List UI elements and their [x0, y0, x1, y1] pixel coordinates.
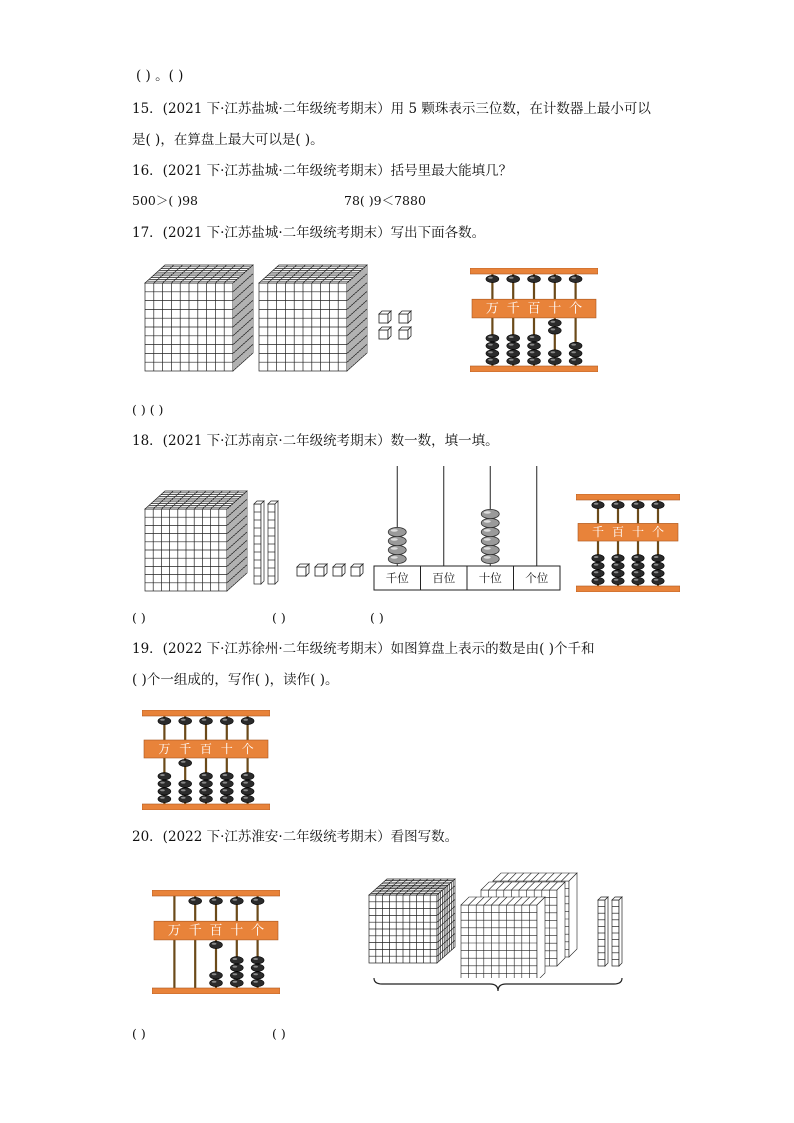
abacus-label: 万	[158, 741, 171, 756]
q19-abacus	[142, 710, 270, 810]
q18-blank-3: ( )	[370, 610, 384, 625]
abacus-label: 千	[179, 741, 192, 756]
q17-unit-cubes	[378, 310, 418, 342]
q20-brace	[372, 976, 624, 994]
q18-blank-2: ( )	[272, 610, 286, 625]
q19-line1: 19．(2022 下·江苏徐州·二年级统考期末）如图算盘上表示的数是由( )个千和	[132, 641, 595, 657]
q19-line2: ( )个一组成的，写作( )，读作( )。	[132, 672, 339, 688]
counter-label: 个位	[525, 571, 549, 585]
abacus-label: 个	[251, 923, 265, 939]
q16-expr-b: 78( )9＜7880	[344, 193, 426, 208]
abacus-label: 百	[209, 923, 223, 939]
q20-title: 20．(2022 下·江苏淮安·二年级统考期末）看图写数。	[132, 829, 459, 845]
q20-ten-rods	[596, 896, 626, 968]
q20-blank-2: ( )	[272, 1026, 286, 1041]
q15-line1: 15．(2021 下·江苏盐城·二年级统考期末）用 5 颗珠表示三位数，在计数器上最小可以	[132, 101, 651, 117]
abacus-label: 十	[220, 741, 233, 756]
q20-hundred-flats	[460, 872, 578, 978]
q17-thousand-cube-2	[258, 264, 368, 372]
q20-blank-1: ( )	[132, 1026, 146, 1041]
q18-ten-rods	[252, 500, 292, 586]
abacus-label: 千	[188, 923, 202, 939]
abacus-label: 个	[241, 741, 254, 756]
abacus-label: 个	[651, 525, 665, 540]
q20-abacus	[152, 890, 280, 994]
q15-line2: 是( )，在算盘上最大可以是( )。	[132, 132, 324, 148]
abacus-label: 十	[631, 525, 645, 540]
abacus-label: 百	[611, 525, 625, 540]
q17-abacus	[470, 268, 598, 372]
q17-title: 17．(2021 下·江苏盐城·二年级统考期末）写出下面各数。	[132, 225, 486, 241]
counter-label: 千位	[385, 571, 409, 585]
abacus-label: 千	[591, 525, 605, 540]
abacus-label: 万	[485, 301, 499, 317]
q14-answer-tail: ( ) 。( )	[136, 68, 184, 84]
abacus-label: 百	[199, 741, 213, 756]
q18-counter	[372, 464, 562, 592]
q18-title: 18．(2021 下·江苏南京·二年级统考期末）数一数，填一填。	[132, 433, 499, 449]
abacus-label: 十	[230, 923, 244, 939]
q16-expr-a: 500＞( )98	[132, 193, 198, 208]
q18-blank-1: ( )	[132, 610, 146, 625]
counter-label: 十位	[478, 571, 502, 585]
q17-thousand-cube-1	[144, 264, 254, 372]
abacus-label: 个	[569, 301, 583, 317]
abacus-label: 十	[548, 301, 562, 317]
q16-line1: 16．(2021 下·江苏盐城·二年级统考期末）括号里最大能填几？	[132, 163, 513, 179]
q18-abacus	[576, 494, 680, 592]
q17-blanks: ( ) ( )	[132, 402, 164, 417]
abacus-label: 千	[506, 301, 520, 317]
q20-thousand-cube	[368, 878, 458, 964]
abacus-label: 万	[167, 923, 181, 939]
counter-label: 百位	[432, 571, 456, 585]
q18-unit-cubes	[296, 563, 376, 579]
abacus-label: 百	[527, 301, 541, 317]
q18-thousand-cube	[144, 490, 248, 594]
